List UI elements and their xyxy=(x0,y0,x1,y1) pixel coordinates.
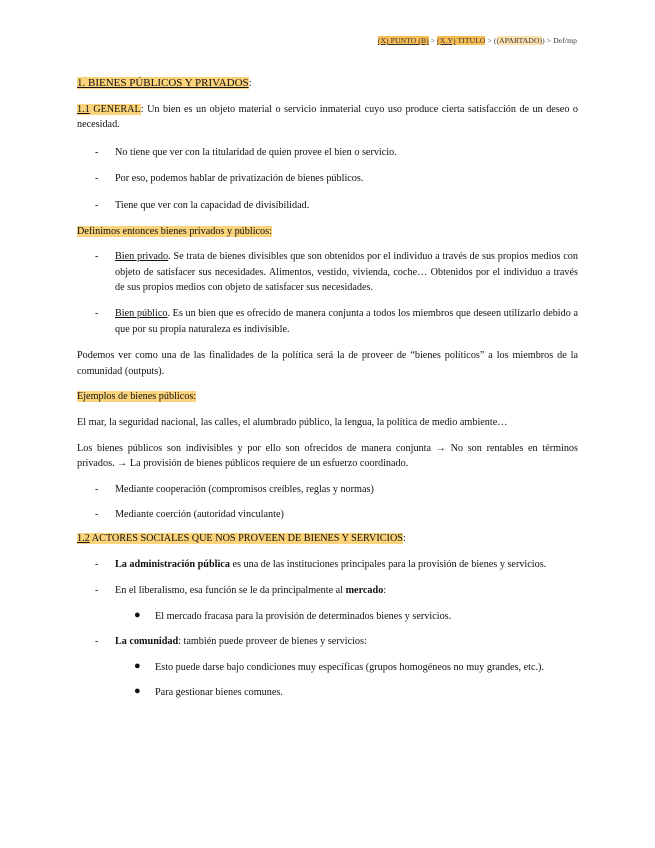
header-separator: > xyxy=(428,36,438,45)
header-punto: (X) PUNTO (B) xyxy=(377,36,429,45)
indivisibles-paragraph: Los bienes públicos son indivisibles y por ello son ofrecidos de manera conjunta → No son rentables en términos privados. → La provisión de bienes públicos requiere de un esfuerzo coordinado. xyxy=(77,442,578,470)
subsection-label: ACTORES SOCIALES QUE NOS PROVEEN DE BIENES Y SERVICIOS xyxy=(89,532,403,544)
section-title: 1. BIENES PÚBLICOS Y PRIVADOS: xyxy=(77,77,252,89)
header-titulo: TITULO xyxy=(455,36,486,45)
header-apartado: (APARTADO) xyxy=(496,36,543,45)
document-page xyxy=(77,76,578,701)
general-paragraph: 1.1 GENERAL: Un bien es un objeto material o servicio inmaterial cuyo uso produce cierta satisfacción de un deseo o necesidad. xyxy=(77,103,578,131)
list-item: - Mediante coerción (autoridad vinculante) xyxy=(95,509,284,521)
list-item-liberalismo: - En el liberalismo, esa función se le da principalmente al mercado: xyxy=(95,585,387,597)
subsection-number: 1.2 xyxy=(77,532,90,544)
list-item: - Por eso, podemos hablar de privatización de bienes públicos. xyxy=(95,173,364,185)
header-def: > Def/mp xyxy=(544,36,577,45)
subsection-number: 1.1 xyxy=(77,103,90,115)
sub-list-item: ● Para gestionar bienes comunes. xyxy=(134,685,283,699)
bullet-icon: ● xyxy=(134,685,141,698)
bien-publico-term: Bien público xyxy=(115,307,168,319)
list-item-comunidad: - La comunidad: también puede proveer de bienes y servicios: xyxy=(95,636,367,648)
ejemplos-paragraph: El mar, la seguridad nacional, las calles, el alumbrado público, la lengua, la política de medio ambiente… xyxy=(77,416,508,428)
sub-list-item: ● Esto puede darse bajo condiciones muy específicas (grupos homogéneos no muy grandes, etc.). xyxy=(134,659,544,673)
header-xy: (X.Y) xyxy=(437,36,456,45)
list-item-bien-publico: - Bien público. Es un bien que es ofrecido de manera conjunta a todos los miembros que deseen utilizarlo debido a que por su propia naturaleza es indivisible. xyxy=(95,307,578,335)
sub-list-item: ● El mercado fracasa para la provisión de determinados bienes y servicios. xyxy=(134,608,452,622)
definimos-heading: Definimos entonces bienes privados y públicos: xyxy=(77,225,272,237)
list-item: - Mediante cooperación (compromisos creíbles, reglas y normas) xyxy=(95,483,374,495)
list-item: - No tiene que ver con la titularidad de quien provee el bien o servicio. xyxy=(95,146,397,158)
actores-heading: 1.2 ACTORES SOCIALES QUE NOS PROVEEN DE BIENES Y SERVICIOS: xyxy=(77,532,406,544)
breadcrumb-header: (X) PUNTO (B) > (X.Y) TITULO > ((APARTADO)) > Def/mp xyxy=(377,36,577,45)
list-item-administracion: - La administración pública es una de las instituciones principales para la provisión de bienes y servicios. xyxy=(95,559,547,571)
ejemplos-heading: Ejemplos de bienes públicos: xyxy=(77,391,197,403)
bullet-icon: ● xyxy=(134,608,141,621)
bullet-icon: ● xyxy=(134,659,141,672)
list-item-bien-privado: - Bien privado. Se trata de bienes divisibles que son obtenidos por el individuo a través de sus propios medios con objeto de satisfacer sus necesidades. Alimentos, vestido, vivienda, coche… Obtenidos por el individuo a través de sus propios medios con objeto de satisfacer sus necesidades. xyxy=(95,251,578,294)
header-separator: > xyxy=(485,36,494,45)
bien-privado-term: Bien privado xyxy=(115,251,169,263)
subsection-label: GENERAL xyxy=(89,103,141,115)
politica-paragraph: Podemos ver como una de las finalidades de la política será la de proveer de “bienes políticos” a los miembros de la comunidad (outputs). xyxy=(77,350,578,377)
list-item: - Tiene que ver con la capacidad de divisibilidad. xyxy=(95,199,310,211)
